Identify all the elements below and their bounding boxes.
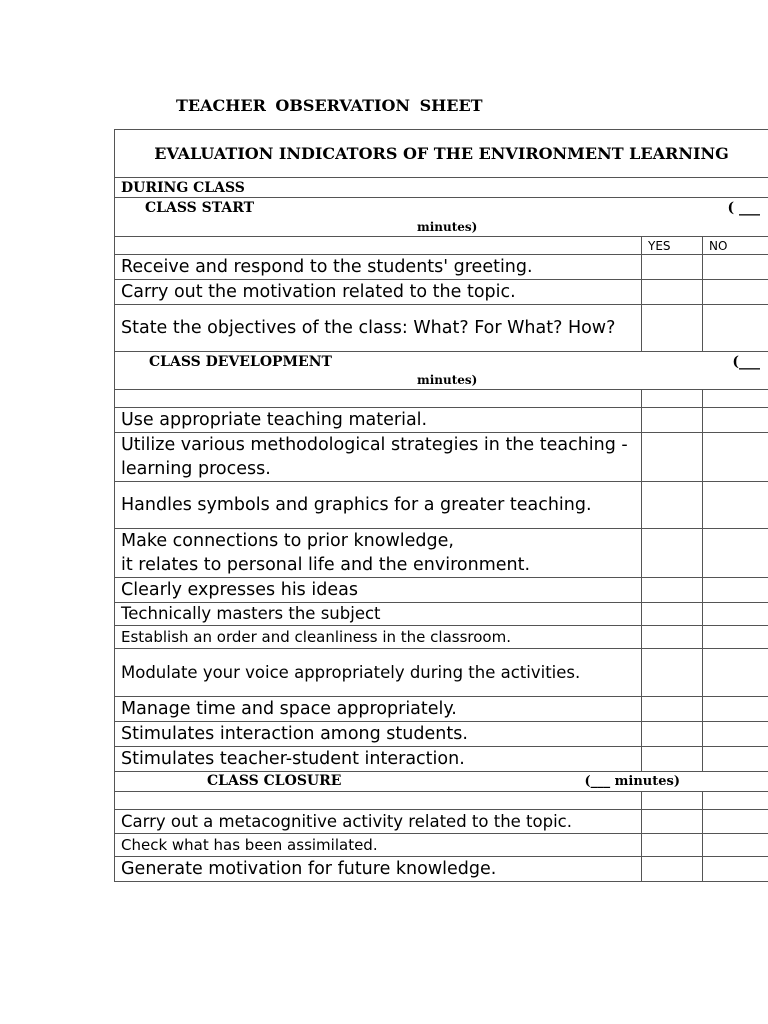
section-duration-development: (___ bbox=[732, 354, 760, 370]
no-cell[interactable] bbox=[703, 408, 768, 433]
table-row bbox=[115, 857, 768, 882]
yes-no-header-row bbox=[115, 237, 768, 255]
no-column-header: NO bbox=[703, 237, 768, 255]
yes-cell[interactable] bbox=[642, 482, 703, 529]
no-cell[interactable] bbox=[703, 810, 768, 834]
yes-column-header: YES bbox=[642, 237, 703, 255]
section-row-closure bbox=[115, 772, 768, 792]
yes-cell[interactable] bbox=[642, 697, 703, 722]
no-cell[interactable] bbox=[703, 255, 768, 280]
yes-cell[interactable] bbox=[642, 603, 703, 626]
no-cell[interactable] bbox=[703, 697, 768, 722]
table-row bbox=[115, 578, 768, 603]
table-row bbox=[115, 697, 768, 722]
yes-cell[interactable] bbox=[642, 408, 703, 433]
table-row bbox=[115, 482, 768, 529]
yes-cell[interactable] bbox=[642, 747, 703, 772]
table-row bbox=[115, 305, 768, 352]
section-minutes-development: minutes) bbox=[417, 373, 478, 387]
document-title: TEACHER OBSERVATION SHEET bbox=[176, 96, 483, 115]
indicator-text: Make connections to prior knowledge, bbox=[121, 531, 454, 551]
yes-cell[interactable] bbox=[642, 255, 703, 280]
section-minutes-start: minutes) bbox=[417, 220, 478, 234]
no-cell[interactable] bbox=[703, 305, 768, 352]
indicator-text: Carry out a metacognitive activity related to the topic. bbox=[115, 810, 642, 834]
yes-cell[interactable] bbox=[642, 578, 703, 603]
table-row bbox=[115, 834, 768, 857]
observation-table bbox=[114, 129, 768, 882]
no-cell[interactable] bbox=[703, 722, 768, 747]
no-cell[interactable] bbox=[703, 626, 768, 649]
yes-cell[interactable] bbox=[642, 433, 703, 482]
no-cell[interactable] bbox=[703, 433, 768, 482]
section-duration-closure: (___ minutes) bbox=[584, 774, 680, 789]
indicator-text: Utilize various methodological strategies in the teaching - learning process. bbox=[115, 433, 642, 482]
table-row bbox=[115, 255, 768, 280]
table-row bbox=[115, 722, 768, 747]
indicator-text: Use appropriate teaching material. bbox=[115, 408, 642, 433]
table-row bbox=[115, 747, 768, 772]
indicator-text: Receive and respond to the students' greeting. bbox=[115, 255, 642, 280]
yes-cell[interactable] bbox=[642, 857, 703, 882]
section-duration-start: ( ___ bbox=[727, 200, 760, 216]
no-cell[interactable] bbox=[703, 529, 768, 578]
yes-cell[interactable] bbox=[642, 834, 703, 857]
table-row bbox=[115, 810, 768, 834]
table-row bbox=[115, 280, 768, 305]
table-row bbox=[115, 433, 768, 482]
indicator-text: Generate motivation for future knowledge. bbox=[115, 857, 642, 882]
no-cell[interactable] bbox=[703, 482, 768, 529]
yes-cell[interactable] bbox=[642, 626, 703, 649]
indicator-text: Clearly expresses his ideas bbox=[115, 578, 642, 603]
table-row bbox=[115, 626, 768, 649]
blank-row bbox=[115, 390, 768, 408]
during-class-label: DURING CLASS bbox=[115, 178, 768, 198]
section-title-closure: CLASS CLOSURE bbox=[207, 773, 342, 789]
indicator-text: it relates to personal life and the environment. bbox=[121, 555, 531, 575]
indicator-text: Modulate your voice appropriately during the activities. bbox=[115, 649, 642, 697]
indicator-text: Technically masters the subject bbox=[115, 603, 642, 626]
indicator-text: Stimulates teacher-student interaction. bbox=[115, 747, 642, 772]
no-cell[interactable] bbox=[703, 280, 768, 305]
yes-cell[interactable] bbox=[642, 280, 703, 305]
table-row bbox=[115, 529, 768, 578]
no-cell[interactable] bbox=[703, 578, 768, 603]
table-header: EVALUATION INDICATORS OF THE ENVIRONMENT LEARNING bbox=[115, 130, 768, 178]
yes-cell[interactable] bbox=[642, 810, 703, 834]
section-row-development bbox=[115, 352, 768, 390]
indicator-text: Check what has been assimilated. bbox=[115, 834, 642, 857]
table-header-row bbox=[115, 130, 768, 178]
blank-row bbox=[115, 792, 768, 810]
no-cell[interactable] bbox=[703, 747, 768, 772]
indicator-text: Manage time and space appropriately. bbox=[115, 697, 642, 722]
no-cell[interactable] bbox=[703, 649, 768, 697]
section-title-development: CLASS DEVELOPMENT bbox=[149, 354, 332, 370]
indicator-text: Stimulates interaction among students. bbox=[115, 722, 642, 747]
yes-cell[interactable] bbox=[642, 722, 703, 747]
no-cell[interactable] bbox=[703, 834, 768, 857]
indicator-text: State the objectives of the class: What? For What? How? bbox=[115, 305, 642, 352]
yes-cell[interactable] bbox=[642, 529, 703, 578]
yes-cell[interactable] bbox=[642, 649, 703, 697]
section-row-start bbox=[115, 198, 768, 237]
yes-cell[interactable] bbox=[642, 305, 703, 352]
table-row bbox=[115, 603, 768, 626]
no-cell[interactable] bbox=[703, 857, 768, 882]
during-class-row bbox=[115, 178, 768, 198]
table-row bbox=[115, 408, 768, 433]
section-title-start: CLASS START bbox=[145, 200, 255, 216]
indicator-text: Carry out the motivation related to the topic. bbox=[115, 280, 642, 305]
no-cell[interactable] bbox=[703, 603, 768, 626]
indicator-text: Establish an order and cleanliness in the classroom. bbox=[115, 626, 642, 649]
table-row bbox=[115, 649, 768, 697]
indicator-text: Handles symbols and graphics for a greater teaching. bbox=[115, 482, 642, 529]
